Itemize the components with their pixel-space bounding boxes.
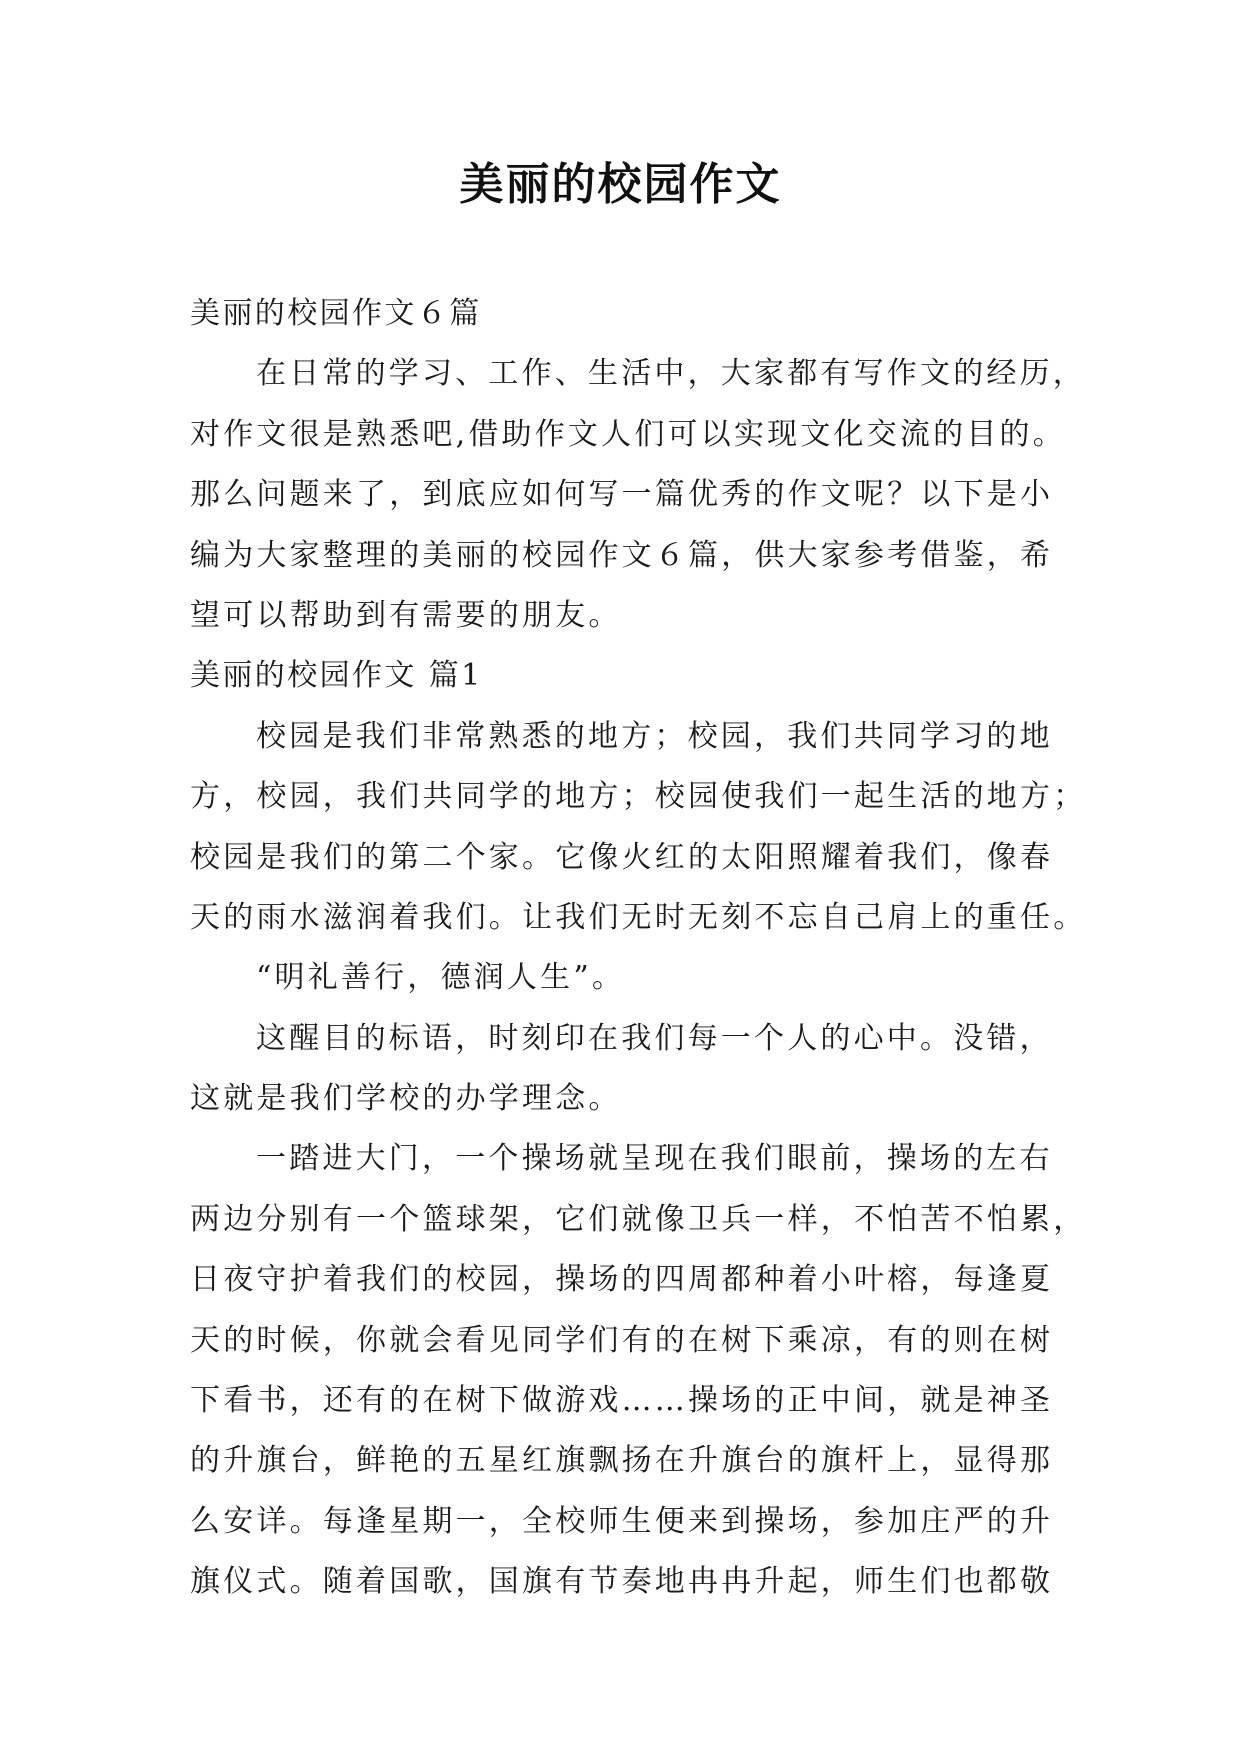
paragraph-line: 么安详。每逢星期一，全校师生便来到操场，参加庄严的升 [190, 1503, 1054, 1539]
paragraph-line: 在日常的学习、工作、生活中，大家都有写作文的经历， [256, 356, 1086, 392]
paragraph-line: 望可以帮助到有需要的朋友。 [190, 597, 622, 633]
paragraph-line: 天的时候，你就会看见同学们有的在树下乘凉，有的则在树 [190, 1322, 1054, 1358]
paragraph-line: 编为大家整理的美丽的校园作文６篇，供大家参考借鉴，希 [190, 537, 1054, 573]
paragraph-line: 天的雨水滋润着我们。让我们无时无刻不忘自己肩上的重任。 [190, 899, 1087, 935]
paragraph-line: 一踏进大门，一个操场就呈现在我们眼前，操场的左右 [256, 1141, 1053, 1177]
paragraph-line: 校园是我们的第二个家。它像火红的太阳照耀着我们，像春 [190, 839, 1054, 875]
paragraph-line: 两边分别有一个篮球架，它们就像卫兵一样，不怕苦不怕累， [190, 1201, 1087, 1237]
paragraph-line: 方，校园，我们共同学的地方；校园使我们一起生活的地方； [190, 779, 1087, 815]
section-heading: 美丽的校园作文６篇 [190, 296, 482, 331]
paragraph-line: 对作文很是熟悉吧,借助作文人们可以实现文化交流的目的。 [190, 416, 1066, 452]
paragraph-line: 的升旗台，鲜艳的五星红旗飘扬在升旗台的旗杆上，显得那 [190, 1443, 1054, 1479]
section-heading: 美丽的校园作文 篇1 [190, 658, 483, 694]
paragraph-line: 这醒目的标语，时刻印在我们每一个人的心中。没错， [256, 1020, 1053, 1056]
page-title: 美丽的校园作文 [459, 159, 782, 210]
paragraph-line: 校园是我们非常熟悉的地方；校园，我们共同学习的地 [256, 718, 1053, 754]
paragraph-line: 下看书，还有的在树下做游戏……操场的正中间，就是神圣 [190, 1383, 1054, 1419]
document-body [190, 284, 1087, 1613]
paragraph-line: 那么问题来了，到底应如何写一篇优秀的作文呢？以下是小 [190, 477, 1054, 513]
paragraph-line: 旗仪式。随着国歌，国旗有节奏地冉冉升起，师生们也都敬 [190, 1564, 1054, 1600]
paragraph-line: “明礼善行，德润人生”。 [256, 960, 626, 996]
paragraph-line: 日夜守护着我们的校园，操场的四周都种着小叶榕，每逢夏 [190, 1262, 1054, 1298]
paragraph-line: 这就是我们学校的办学理念。 [190, 1081, 622, 1117]
